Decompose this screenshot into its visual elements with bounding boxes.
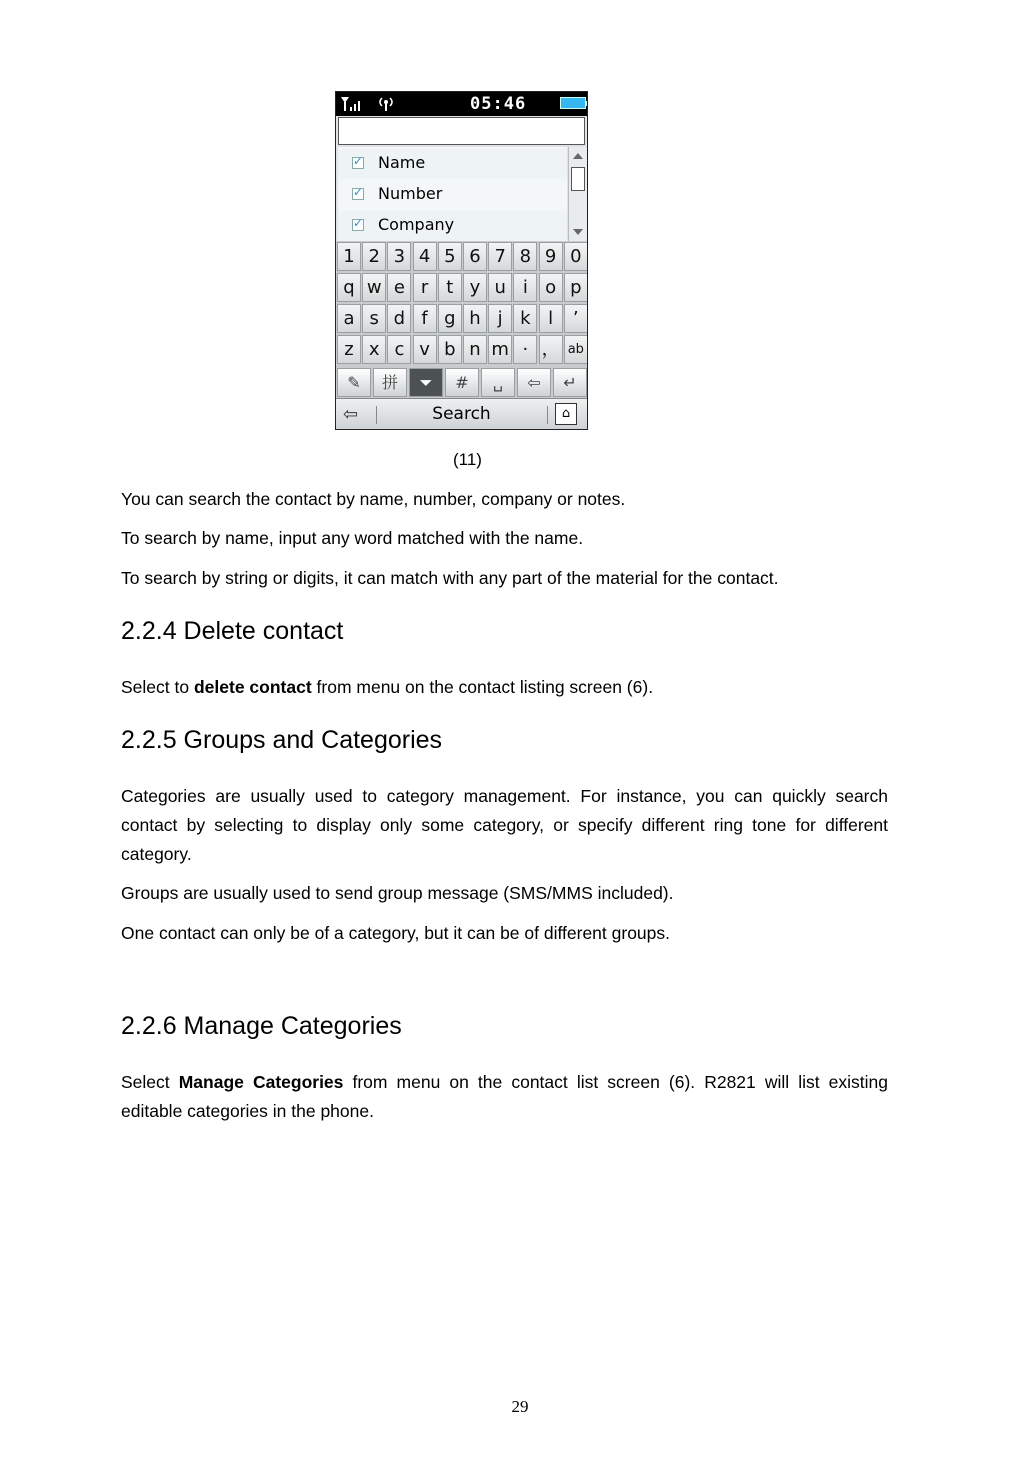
option-label: Number — [378, 184, 443, 203]
space-icon[interactable]: ␣ — [481, 368, 515, 397]
key[interactable]: 6 — [463, 242, 487, 271]
key[interactable]: 9 — [539, 242, 563, 271]
scroll-up-icon[interactable] — [573, 153, 583, 159]
key[interactable]: o — [539, 273, 563, 302]
key[interactable]: k — [513, 304, 537, 333]
key[interactable]: r — [413, 273, 437, 302]
key[interactable]: ， — [539, 335, 563, 364]
back-arrow-icon[interactable]: ⇦ — [343, 404, 359, 425]
search-input[interactable] — [338, 117, 585, 145]
paragraph — [121, 673, 888, 702]
paragraph: You can search the contact by name, number, company or notes. — [121, 489, 626, 509]
pinyin-input-icon[interactable]: 拼 — [373, 368, 407, 397]
key[interactable]: d — [387, 304, 411, 333]
text-run: from menu on the contact list screen (6). R2821 will list existing editable categories in the phone. — [121, 1072, 889, 1121]
option-number[interactable] — [338, 180, 567, 210]
keyboard-row — [336, 303, 587, 334]
key[interactable]: u — [488, 273, 512, 302]
pen-icon[interactable]: ✎ — [337, 368, 371, 397]
bold-term: delete contact — [193, 677, 312, 697]
key[interactable]: · — [513, 335, 537, 364]
connection-icon — [376, 95, 396, 112]
key[interactable]: i — [513, 273, 537, 302]
paragraph: One contact can only be of a category, but it can be of different groups. — [121, 923, 671, 943]
clock: 05:46 — [470, 94, 527, 114]
key[interactable]: a — [337, 304, 361, 333]
key[interactable]: q — [337, 273, 361, 302]
checkbox-checked-icon[interactable] — [352, 157, 364, 169]
key[interactable]: x — [362, 335, 386, 364]
section-heading: 2.2.4 Delete contact — [121, 617, 344, 645]
paragraph: To search by string or digits, it can match with any part of the material for the contact. — [121, 568, 779, 588]
key[interactable]: s — [362, 304, 386, 333]
bold-term: Manage Categories — [178, 1072, 344, 1092]
battery-icon — [560, 97, 586, 109]
paragraph: Categories are usually used to category management. For instance, you can quickly search contact by selecting to display only some category, or specify different ring tone for different category. — [121, 786, 888, 864]
key[interactable]: z — [337, 335, 361, 364]
text-run: from menu on the contact listing screen (6). — [311, 677, 654, 697]
divider — [547, 406, 548, 424]
key[interactable]: p — [564, 273, 588, 302]
text-run: Select — [121, 1072, 179, 1092]
enter-icon[interactable]: ↵ — [553, 368, 587, 397]
scrollbar-thumb[interactable] — [571, 167, 585, 191]
status-bar — [336, 92, 587, 116]
key[interactable]: 1 — [337, 242, 361, 271]
options-scrollbar[interactable] — [568, 147, 587, 241]
key[interactable]: 0 — [564, 242, 588, 271]
key[interactable]: b — [438, 335, 462, 364]
option-name[interactable] — [338, 149, 567, 179]
section-heading: 2.2.5 Groups and Categories — [121, 726, 443, 754]
symbols-icon[interactable]: # — [445, 368, 479, 397]
checkbox-checked-icon[interactable] — [352, 219, 364, 231]
paragraph — [121, 1068, 888, 1126]
keyboard-toolbar — [336, 367, 587, 398]
search-options-list — [338, 147, 567, 241]
key[interactable]: w — [362, 273, 386, 302]
key[interactable]: m — [488, 335, 512, 364]
key[interactable]: f — [413, 304, 437, 333]
key[interactable]: e — [387, 273, 411, 302]
home-icon[interactable]: ⌂ — [555, 403, 577, 425]
page-number: 29 — [511, 1397, 529, 1416]
key[interactable]: t — [438, 273, 462, 302]
scroll-down-icon[interactable] — [573, 229, 583, 235]
text-run: Select to — [121, 677, 194, 697]
keyboard-row — [336, 334, 587, 365]
key[interactable]: g — [438, 304, 462, 333]
figure-caption: (11) — [453, 450, 482, 469]
key[interactable]: ab — [564, 335, 588, 364]
section-heading: 2.2.6 Manage Categories — [121, 1012, 402, 1040]
key[interactable]: 4 — [413, 242, 437, 271]
option-label: Name — [378, 153, 426, 172]
hide-keyboard-icon[interactable]: ⏷ — [409, 368, 443, 397]
key[interactable]: h — [463, 304, 487, 333]
key[interactable]: 8 — [513, 242, 537, 271]
key[interactable]: 3 — [387, 242, 411, 271]
signal-strength-icon — [340, 96, 364, 112]
option-company[interactable] — [338, 211, 567, 241]
paragraph: To search by name, input any word matched with the name. — [121, 528, 584, 548]
key[interactable]: y — [463, 273, 487, 302]
keyboard-row — [336, 272, 587, 303]
key[interactable]: c — [387, 335, 411, 364]
phone-screenshot — [335, 91, 588, 430]
key[interactable]: j — [488, 304, 512, 333]
option-label: Company — [378, 215, 455, 234]
keyboard-row — [336, 241, 587, 272]
key[interactable]: v — [413, 335, 437, 364]
checkbox-checked-icon[interactable] — [352, 188, 364, 200]
key[interactable]: 5 — [438, 242, 462, 271]
key[interactable]: 2 — [362, 242, 386, 271]
key[interactable]: ’ — [564, 304, 588, 333]
paragraph: Groups are usually used to send group message (SMS/MMS included). — [121, 883, 674, 903]
key[interactable]: l — [539, 304, 563, 333]
on-screen-keyboard — [336, 241, 587, 367]
softkey-bar — [336, 398, 587, 430]
key[interactable]: n — [463, 335, 487, 364]
backspace-icon[interactable]: ⇦ — [517, 368, 551, 397]
key[interactable]: 7 — [488, 242, 512, 271]
search-softkey[interactable]: Search — [432, 404, 491, 424]
